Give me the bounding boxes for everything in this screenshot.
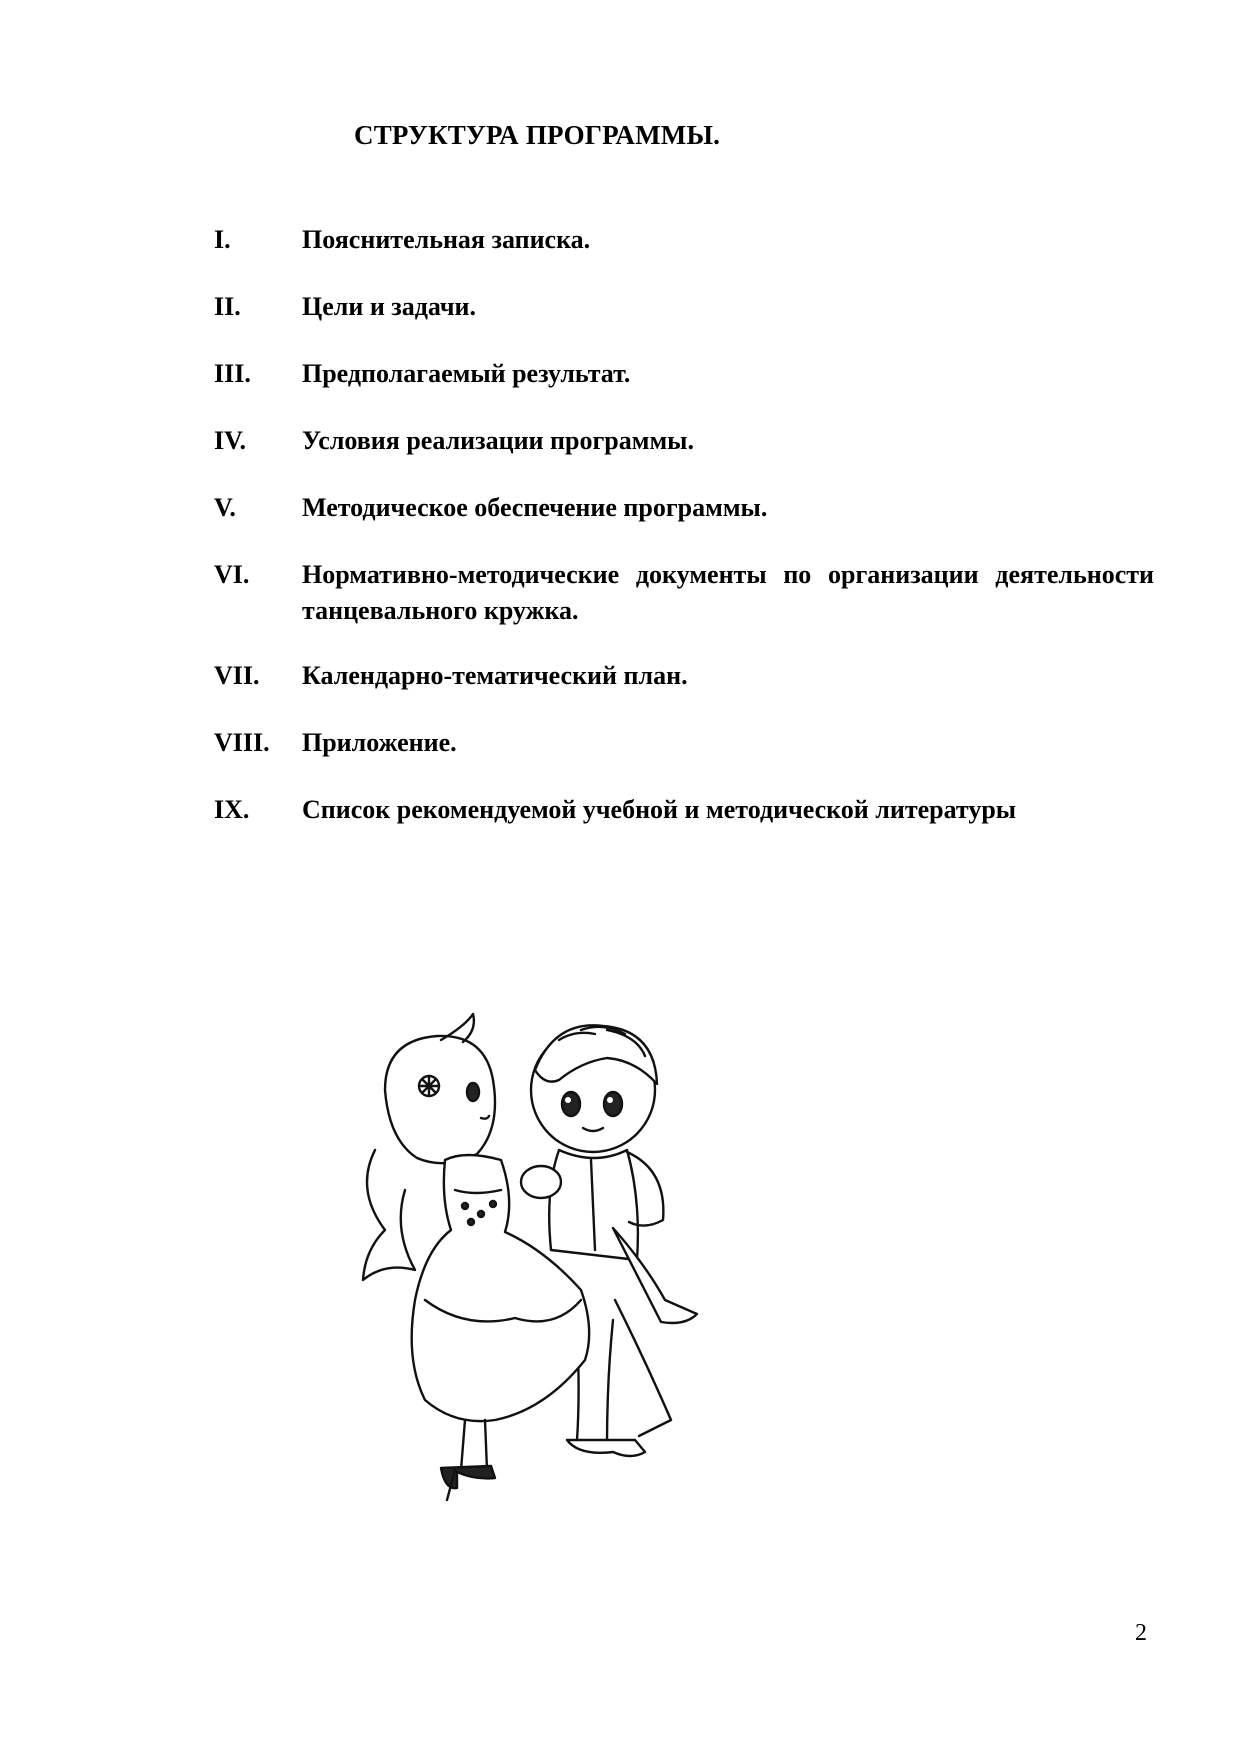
toc-item-1: [214, 222, 1154, 258]
toc-text: Пояснительная записка.: [302, 225, 591, 254]
toc-text: Список рекомендуемой учебной и методической литературы: [302, 795, 1017, 824]
toc-text: Условия реализации программы.: [302, 426, 694, 455]
toc-item-8: [214, 725, 1154, 761]
page-number: 2: [1135, 1620, 1147, 1646]
toc-text: Предполагаемый результат.: [302, 359, 631, 388]
toc-text: Методическое обеспечение программы.: [302, 493, 768, 522]
toc-number: VI.: [214, 560, 250, 589]
toc-text: Календарно-тематический план.: [302, 661, 688, 690]
toc-number: VIII.: [214, 728, 270, 757]
toc-number: I.: [214, 225, 231, 254]
toc-item-5: [214, 490, 1154, 526]
toc-text: Цели и задачи.: [302, 292, 477, 321]
toc-item-7: [214, 658, 1154, 694]
toc-number: II.: [214, 292, 241, 321]
toc-number: VII.: [214, 661, 260, 690]
toc-item-9: [214, 792, 1154, 828]
toc-item-6: [214, 557, 1154, 629]
toc-number: IX.: [214, 795, 250, 824]
toc-item-2: [214, 289, 1154, 325]
page-title: СТРУКТУРА ПРОГРАММЫ.: [354, 120, 721, 150]
toc-number: III.: [214, 359, 251, 388]
toc-number: V.: [214, 493, 236, 522]
toc-text: Нормативно-методические документы по организации деятельности танцевального кружка.: [302, 560, 1154, 625]
toc-text: Приложение.: [302, 728, 457, 757]
toc-item-3: [214, 356, 1154, 392]
toc-number: IV.: [214, 426, 247, 455]
toc-item-4: [214, 423, 1154, 459]
dancing-children-icon: [345, 1000, 765, 1520]
